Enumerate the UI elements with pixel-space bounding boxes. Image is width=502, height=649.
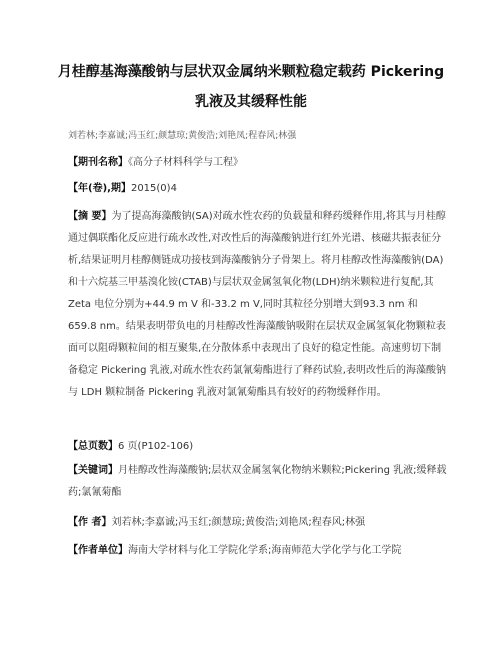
year-issue-value: 2015(0)4 — [130, 183, 177, 194]
abstract-text: 为了提高海藻酸钠(SA)对疏水性农药的负载量和释药缓释作用,将其与月桂醇通过偶联酯化反应进行疏水改性,对改性后的海藻酸钠进行红外光谱、核磁共振表征分析,结果证明月桂醇侧链成功接枝到海藻酸钠分子骨架上。将月桂醇改性海藻酸钠(DA)和十六烷基三甲基溴化铵(CTAB)与层状双金属氢氧化物(LDH)纳米颗粒进行复配,其 Zeta 电位分别为+44.9 m V 和-33.2 m V,同时其粒径分别增大到93.3 nm 和 659.8 nm。结果表明带负电的月桂醇改性海藻酸钠吸附在层状双金属氢氧化物颗粒表面可以阻碍颗粒间的相互聚集,在分散体系中表现出了良好的稳定性能。高速剪切下制备稳定 Pickering 乳液,对疏水性农药氯氰菊酯进行了释药试验,表明改性后的海藻酸钠与 LDH 颗粒制备 Pickering 乳液对氯氰菊酯具有较好的药物缓释作用。 — [68, 211, 446, 398]
keywords-label: 【关键词】 — [68, 465, 118, 476]
title-line-1: 月桂醇基海藻酸钠与层状双金属纳米颗粒稳定载药 Pickering — [57, 64, 445, 80]
authors-label: 【作 者】 — [68, 517, 112, 528]
affiliation-field — [68, 540, 448, 562]
authors-line: 刘若林;李嘉诚;冯玉红;颜慧琼;黄俊浩;刘艳凤;程春风;林强 — [68, 131, 297, 141]
abstract-label: 【摘 要】 — [68, 211, 112, 222]
year-issue-field — [68, 178, 448, 200]
pages-value: 6 页(P102-106) — [118, 441, 194, 452]
keywords-field — [68, 460, 448, 504]
title-line-2: 乳液及其缓释性能 — [195, 94, 307, 110]
authors-value: 刘若林;李嘉诚;冯玉红;颜慧琼;黄俊浩;刘艳凤;程春风;林强 — [111, 517, 366, 528]
affiliation-label: 【作者单位】 — [68, 545, 128, 556]
journal-value: 《高分子材料科学与工程》 — [128, 157, 243, 168]
keywords-value: 月桂醇改性海藻酸钠;层状双金属氢氧化物纳米颗粒;Pickering 乳液;缓释载药;氯氰菊酯 — [68, 465, 447, 498]
journal-label: 【期刊名称】 — [68, 157, 128, 168]
authors-field — [68, 512, 448, 534]
pages-label: 【总页数】 — [68, 441, 118, 452]
journal-field — [68, 152, 448, 174]
pages-field — [68, 436, 448, 458]
affiliation-value: 海南大学材料与化工学院化学系;海南师范大学化学与化工学院 — [128, 545, 402, 556]
abstract-field — [68, 206, 448, 404]
year-issue-label: 【年(卷),期】 — [68, 183, 131, 194]
